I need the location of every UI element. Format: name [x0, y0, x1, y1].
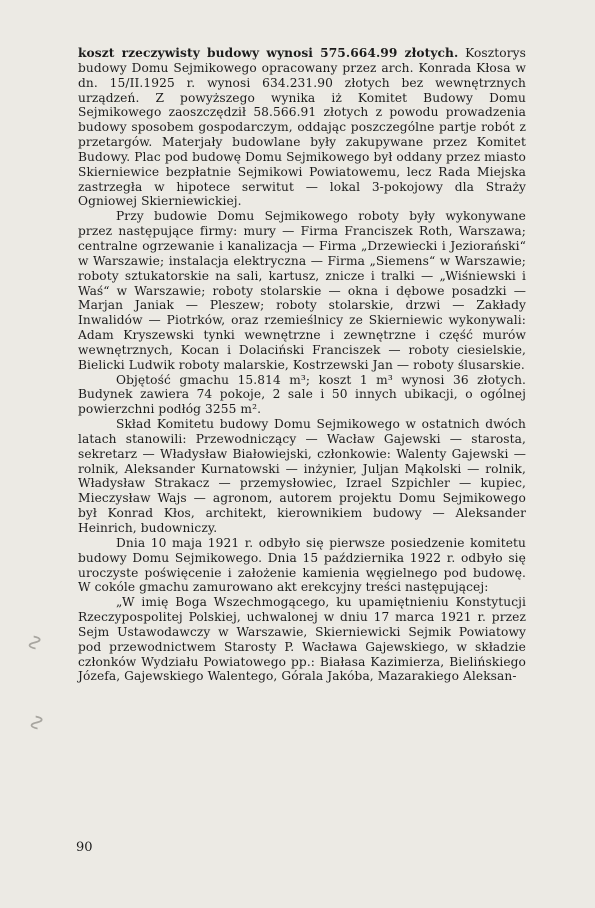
pencil-mark-icon: ∿: [24, 713, 50, 732]
cost-statement: koszt rzeczywisty budowy wynosi 575.664.99 złotych.: [78, 46, 459, 60]
body-text: [78, 46, 526, 684]
paragraph: Dnia 10 maja 1921 r. odbyło się pierwsze posiedzenie komitetu budowy Domu Sejmikowego. Dnia 15 października 1922 r. odbyło się uroczyste poświęcenie i założenie kamienia węgielnego pod budowę. W cokóle gmachu zamurowano akt erekcyjny treści następującej:: [78, 535, 526, 595]
paragraph: Objętość gmachu 15.814 m³; koszt 1 m³ wynosi 36 złotych. Budynek zawiera 74 pokoje, 2 sale i 50 innych ubikacji, o ogólnej powierzchni podłóg 3255 m².: [78, 372, 526, 417]
paragraph: [78, 46, 526, 209]
page-number: 90: [76, 840, 93, 855]
paragraph: Skład Komitetu budowy Domu Sejmikowego w ostatnich dwóch latach stanowili: Przewodniczący — Wacław Gajewski — starosta, sekretarz — Władysław Białowiejski, członkowie: Walenty Gajewski — rolnik, Aleksander Kurnatowski — inżynier, Juljan Mąkolski — rolnik, Władysław Strakacz — przemysłowiec, Izrael Szpichler — kupiec, Mieczysław Wajs — agronom, autorem projektu Domu Sejmikowego był Konrad Kłos, architekt, kierownikiem budowy — Aleksander Heinrich, budowniczy.: [78, 417, 526, 535]
paragraph-text: Kosztorys budowy Domu Sejmikowego opracowany przez arch. Konrada Kłosa w dn. 15/II.1925 r. wynosi 634.231.90 złotych bez wewnętrznych urządzeń. Z powyższego wynika iż Komitet Budowy Domu Sejmikowego zaoszczędził 58.566.91 złotych z powodu prowadzenia budowy sposobem gospodarczym, oddając poszczególne partje robót z przetargów. Materjały budowlane były zakupywane przez Komitet Budowy. Plac pod budowę Domu Sejmikowego był oddany przez miasto Skierniewice bezpłatnie Sejmikowi Powiatowemu, lecz Rada Miejska zastrzegła w hipotece serwitut — lokal 3-pokojowy dla Straży Ogniowej Skierniewickiej.: [78, 46, 526, 209]
paragraph: „W imię Boga Wszechmogącego, ku upamiętnieniu Konstytucji Rzeczypospolitej Polskiej, uchwalonej w dniu 17 marca 1921 r. przez Sejm Ustawodawczy w Warszawie, Skierniewicki Sejmik Powiatowy pod przewodnictwem Starosty P. Wacława Gajewskiego, w składzie członków Wydziału Powiatowego pp.: Białasa Kazimierza, Bielińskiego Józefa, Gajewskiego Walentego, Górala Jakóba, Mazarakiego Aleksan-: [78, 595, 526, 684]
margin-pencil-marks: [22, 590, 56, 790]
pencil-mark-icon: ∿: [22, 633, 48, 652]
paragraph: Przy budowie Domu Sejmikowego roboty były wykonywane przez następujące firmy: mury — Firma Franciszek Roth, Warszawa; centralne ogrzewanie i kanalizacja — Firma „Drzewiecki i Jeziorański“ w Warszawie; instalacja elektryczna — Firma „Siemens“ w Warszawie; roboty sztukatorskie na sali, kartusz, znicze i tralki — „Wiśniewski i Waś“ w Warszawie; roboty stolarskie — okna i dębowe posadzki — Marjan Janiak — Pleszew; roboty stolarskie, drzwi — Zakłady Inwalidów — Piotrków, oraz rzemieślnicy ze Skierniewic wykonywali: Adam Kryszewski tynki wewnętrzne i zewnętrzne i część murów wewnętrznych, Kocan i Dolaciński Franciszek — roboty ciesielskie, Bielicki Ludwik roboty malarskie, Kostrzewski Jan — roboty ślusarskie.: [78, 209, 526, 372]
